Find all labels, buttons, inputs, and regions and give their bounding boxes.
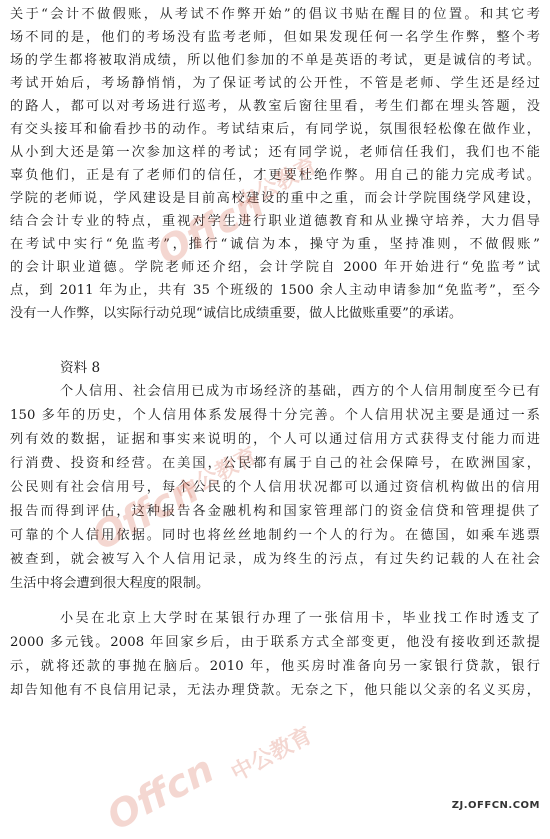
text-line: 辜负他们，正是有了老师们的信任，才更要杜绝作弊。用自己的能力完成考试。 <box>10 168 540 183</box>
offcn-watermark: Offcn <box>85 466 206 559</box>
text-line: 有交头接耳和偷看抄书的动作。考试结束后，有同学说，氛围很轻松像在做作业， <box>10 122 540 137</box>
text-line: 点，到 2011 年为止，共有 35 个班级的 1500 余人主动申请参加“免监考”，至今 <box>10 283 540 298</box>
text-line: 行消费、投资和经营。在美国，公民都有属于自己的社会保障号，在欧洲国家， <box>10 456 540 471</box>
text-line: 从小到大还是第一次参加这样的考试；还有同学说，老师信任我们，我们也不能 <box>10 145 540 160</box>
offcn-watermark: Offcn <box>150 181 271 274</box>
text-line: 却告知他有不良信用记录，无法办理贷款。无奈之下，他只能以父亲的名义买房， <box>10 683 540 698</box>
text-line: 在考试中实行“免监考”，推行“诚信为本，操守为重，坚持准则，不做假账” <box>10 237 540 252</box>
text-line: 小吴在北京上大学时在某银行办理了一张信用卡，毕业找工作时透支了 <box>60 611 540 626</box>
text-line: 学院的老师说，学风建设是目前高校建设的重中之重，而会计学院围绕学风建设， <box>10 191 540 206</box>
text-line: 生活中将会遭到很大程度的限制。 <box>10 576 210 591</box>
text-line: 公民则有社会信用号，每个公民的个人信用状况都可以通过资信机构做出的信用 <box>10 480 540 495</box>
text-line: 场的学生都将被取消成绩，所以他们参加的不单是英语的考试，更是诚信的考试。 <box>10 53 540 68</box>
text-line: 场不同的是，他们的考场没有监考老师，但如果发现任何一名学生作弊，整个考 <box>10 30 540 45</box>
offcn-cn-watermark: 中公教育 <box>227 723 317 787</box>
text-line: 可靠的个人信用依据。同时也将丝丝地制约一个人的行为。在德国，如乘车逃票 <box>10 528 540 543</box>
text-line: 被查到，就会被写入个人信用记录，成为终生的污点，有过失约记载的人在社会 <box>10 552 540 567</box>
text-line: 的路人，都可以对考场进行巡考，从教室后窗往里看，考生们都在埋头答题，没 <box>10 99 540 114</box>
text-line: 2000 多元钱。2008 年回家乡后，由于联系方式全部变更，他没有接收到还款提 <box>10 635 540 650</box>
text-line: 关于“会计不做假账，从考试不作弊开始”的倡议书贴在醒目的位置。和其它考 <box>10 7 540 22</box>
offcn-watermark: Offcn <box>100 746 221 839</box>
text-line: 报告而得到评估，这种报告各金融机构和国家管理部门的资金信贷和管理提供了 <box>10 504 540 519</box>
site-url: ZJ.OFFCN.COM <box>451 800 540 811</box>
text-line: 示，就将还款的事抛在脑后。2010 年，他买房时准备向另一家银行贷款，银行 <box>10 659 540 674</box>
text-line: 150 多年的历史，个人信用体系发展得十分完善。个人信用状况主要是通过一系 <box>10 408 540 423</box>
offcn-cn-watermark: 中公教育 <box>232 153 322 217</box>
text-line: 个人信用、社会信用已成为市场经济的基础，西方的个人信用制度至今已有 <box>60 384 540 399</box>
text-line: 考试开始后，考场静悄悄，为了保证考试的公开性，不管是老师、学生还是经过 <box>10 76 540 91</box>
text-line: 的会计职业道德。学院老师还介绍，会计学院自 2000 年开始进行“免监考”试 <box>10 260 540 275</box>
text-line: 列有效的数据，证据和事实来说明的，个人可以通过信用方式获得支付能力而进 <box>10 432 540 447</box>
offcn-cn-watermark: 中公教育 <box>172 443 262 507</box>
section-heading: 资料 8 <box>60 360 101 376</box>
text-line: 结合会计专业的特点，重视对学生进行职业道德教育和从业操守培养，大力倡导 <box>10 214 540 229</box>
text-line: 没有一人作弊，以实际行动兑现“诚信比成绩重要，做人比做账重要”的承诺。 <box>10 306 463 321</box>
